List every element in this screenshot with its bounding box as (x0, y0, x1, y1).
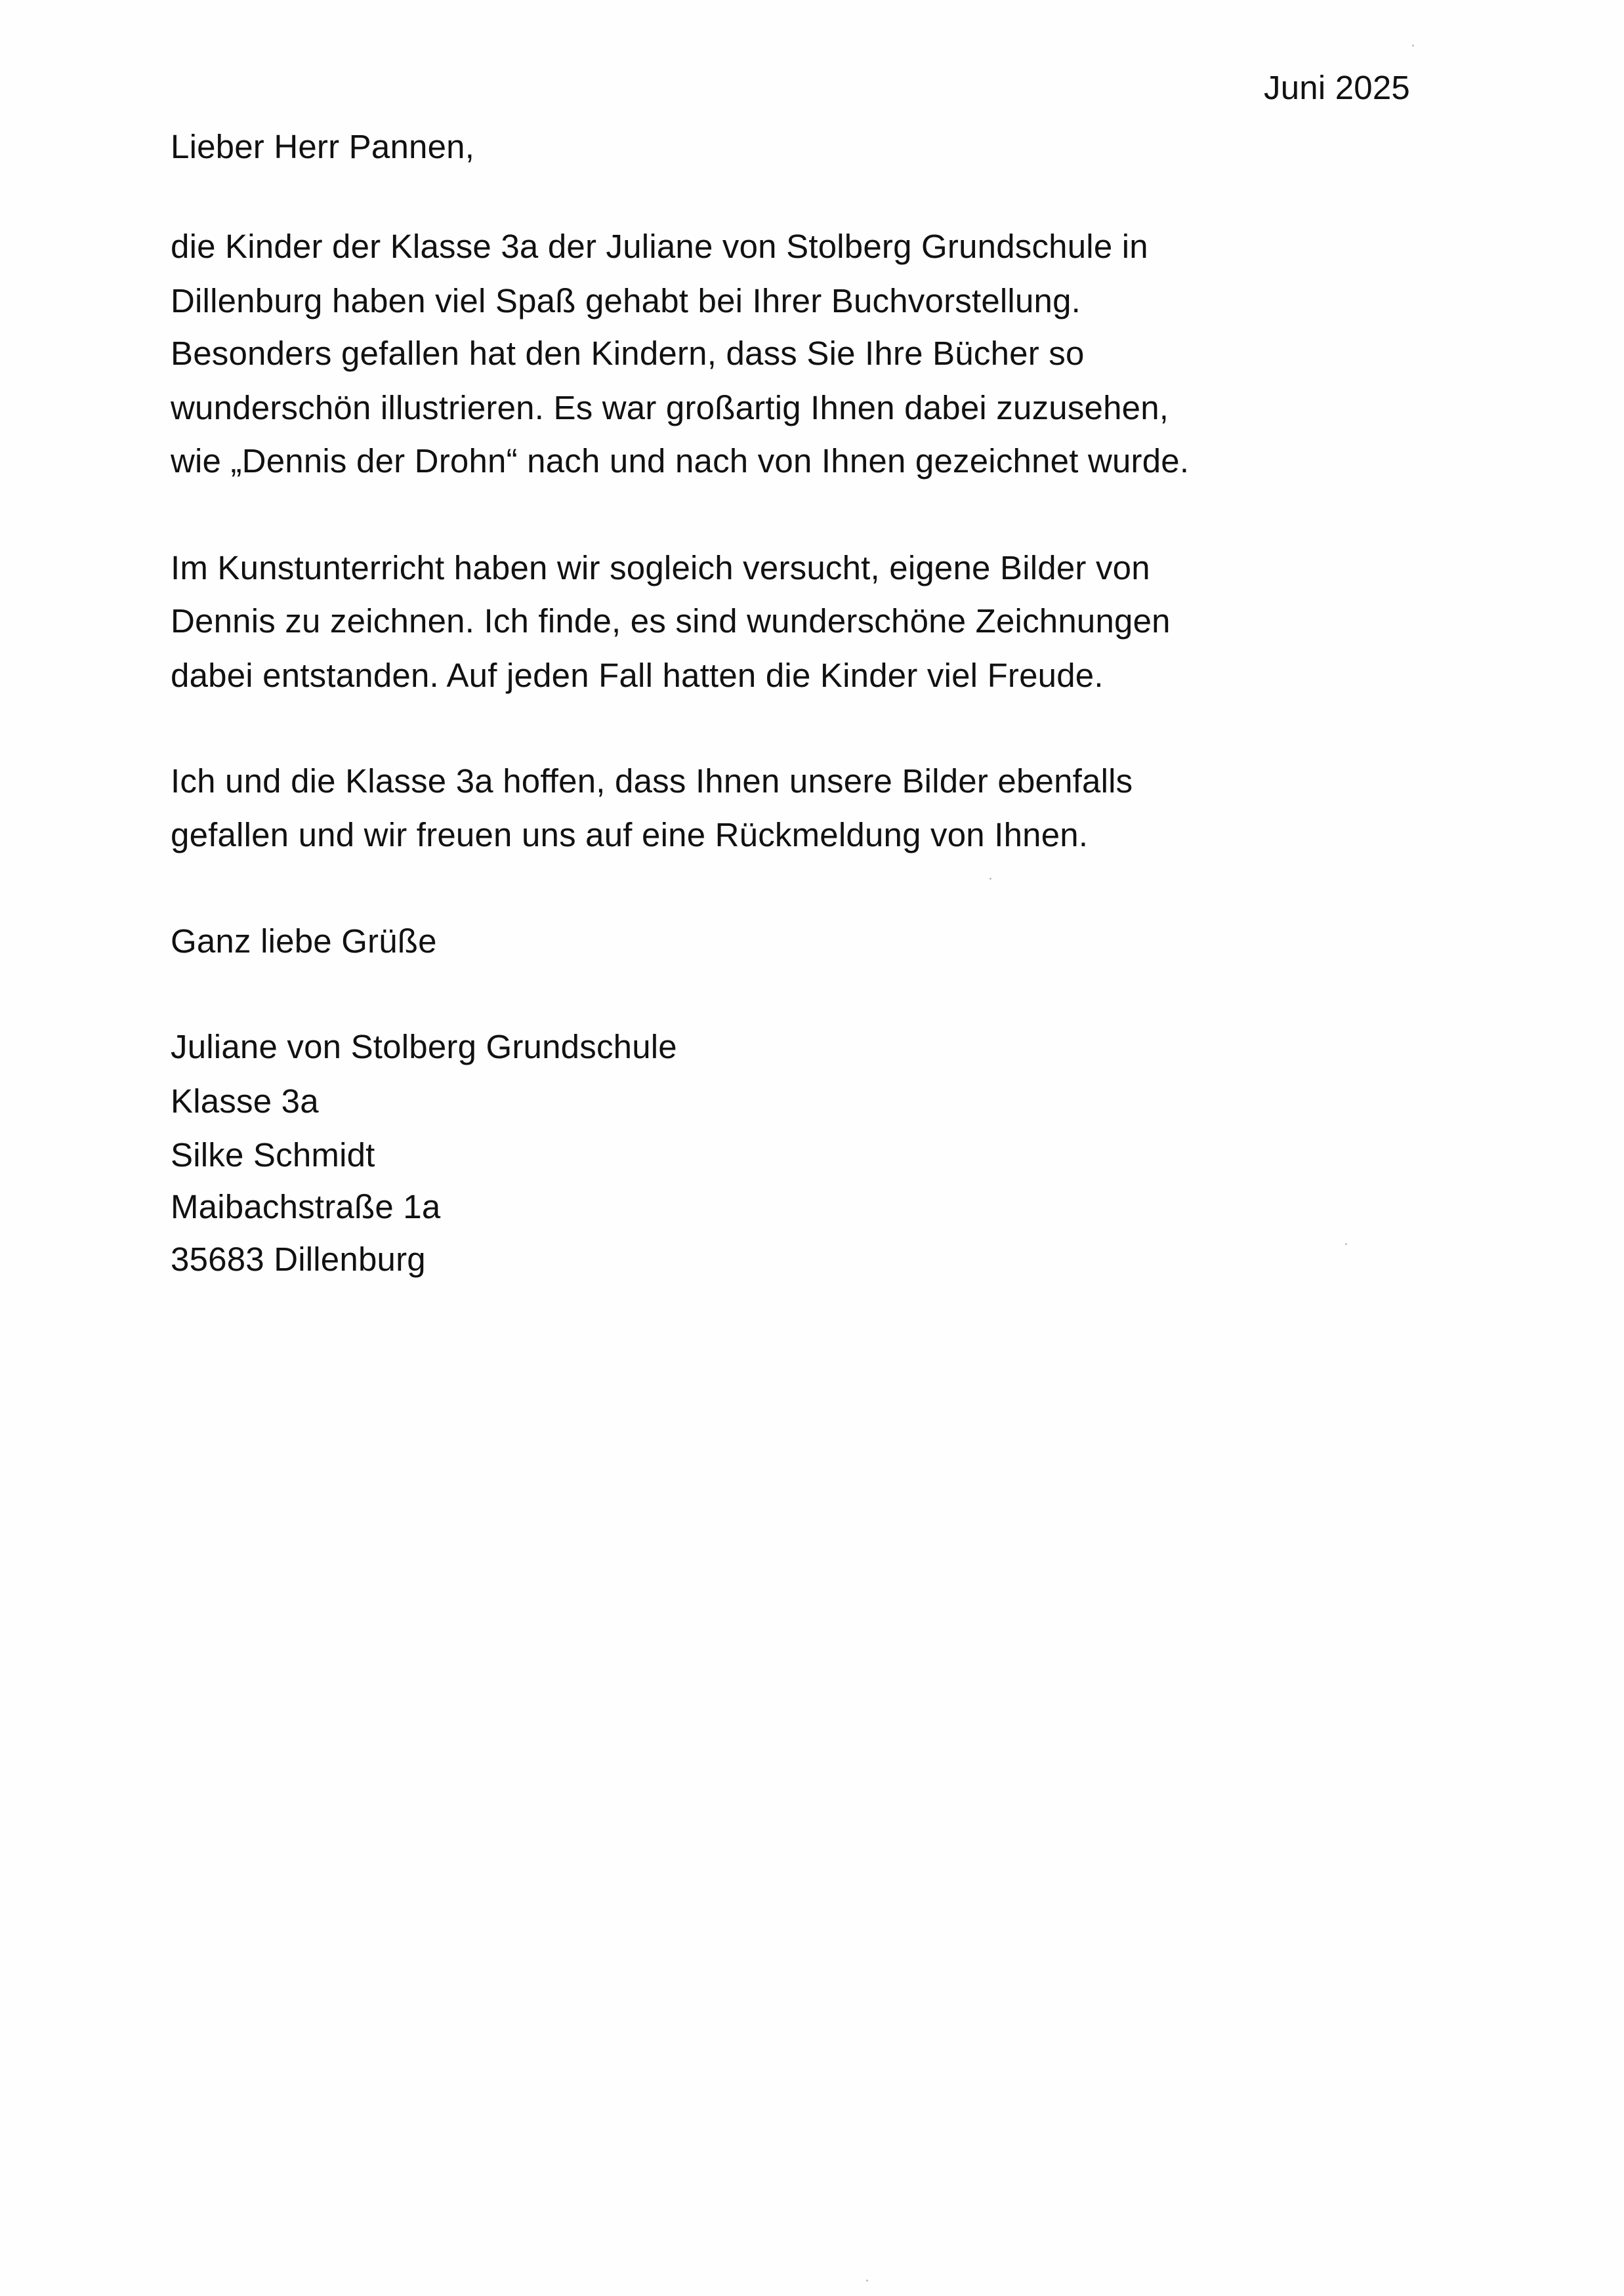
signature-city: 35683 Dillenburg (171, 1240, 426, 1278)
scan-speck (1412, 45, 1414, 47)
signature-school: Juliane von Stolberg Grundschule (171, 1028, 677, 1065)
paragraph-1-line: wie „Dennis der Drohn“ nach und nach von Ihnen gezeichnet wurde. (171, 442, 1190, 480)
scan-speck (1345, 1243, 1347, 1245)
paragraph-3-line: gefallen und wir freuen uns auf eine Rückmeldung von Ihnen. (171, 816, 1089, 853)
paragraph-2-line: Im Kunstunterricht haben wir sogleich versucht, eigene Bilder von (171, 549, 1150, 586)
signature-name: Silke Schmidt (171, 1136, 375, 1174)
paragraph-1-line: Besonders gefallen hat den Kindern, dass Sie Ihre Bücher so (171, 335, 1085, 372)
paragraph-2-line: dabei entstanden. Auf jeden Fall hatten die Kinder viel Freude. (171, 657, 1104, 694)
closing: Ganz liebe Grüße (171, 922, 437, 960)
signature-street: Maibachstraße 1a (171, 1188, 441, 1225)
scan-speck (989, 878, 991, 880)
paragraph-1-line: Dillenburg haben viel Spaß gehabt bei Ihrer Buchvorstellung. (171, 282, 1081, 319)
paragraph-2-line: Dennis zu zeichnen. Ich finde, es sind wunderschöne Zeichnungen (171, 602, 1171, 640)
salutation: Lieber Herr Pannen, (171, 128, 475, 165)
paragraph-1-line: wunderschön illustrieren. Es war großartig Ihnen dabei zuzusehen, (171, 389, 1169, 426)
letter-date: Juni 2025 (1264, 69, 1410, 106)
paragraph-3-line: Ich und die Klasse 3a hoffen, dass Ihnen unsere Bilder ebenfalls (171, 762, 1133, 800)
paragraph-1-line: die Kinder der Klasse 3a der Juliane von Stolberg Grundschule in (171, 228, 1148, 265)
scan-speck (866, 2280, 868, 2282)
signature-class: Klasse 3a (171, 1082, 319, 1120)
